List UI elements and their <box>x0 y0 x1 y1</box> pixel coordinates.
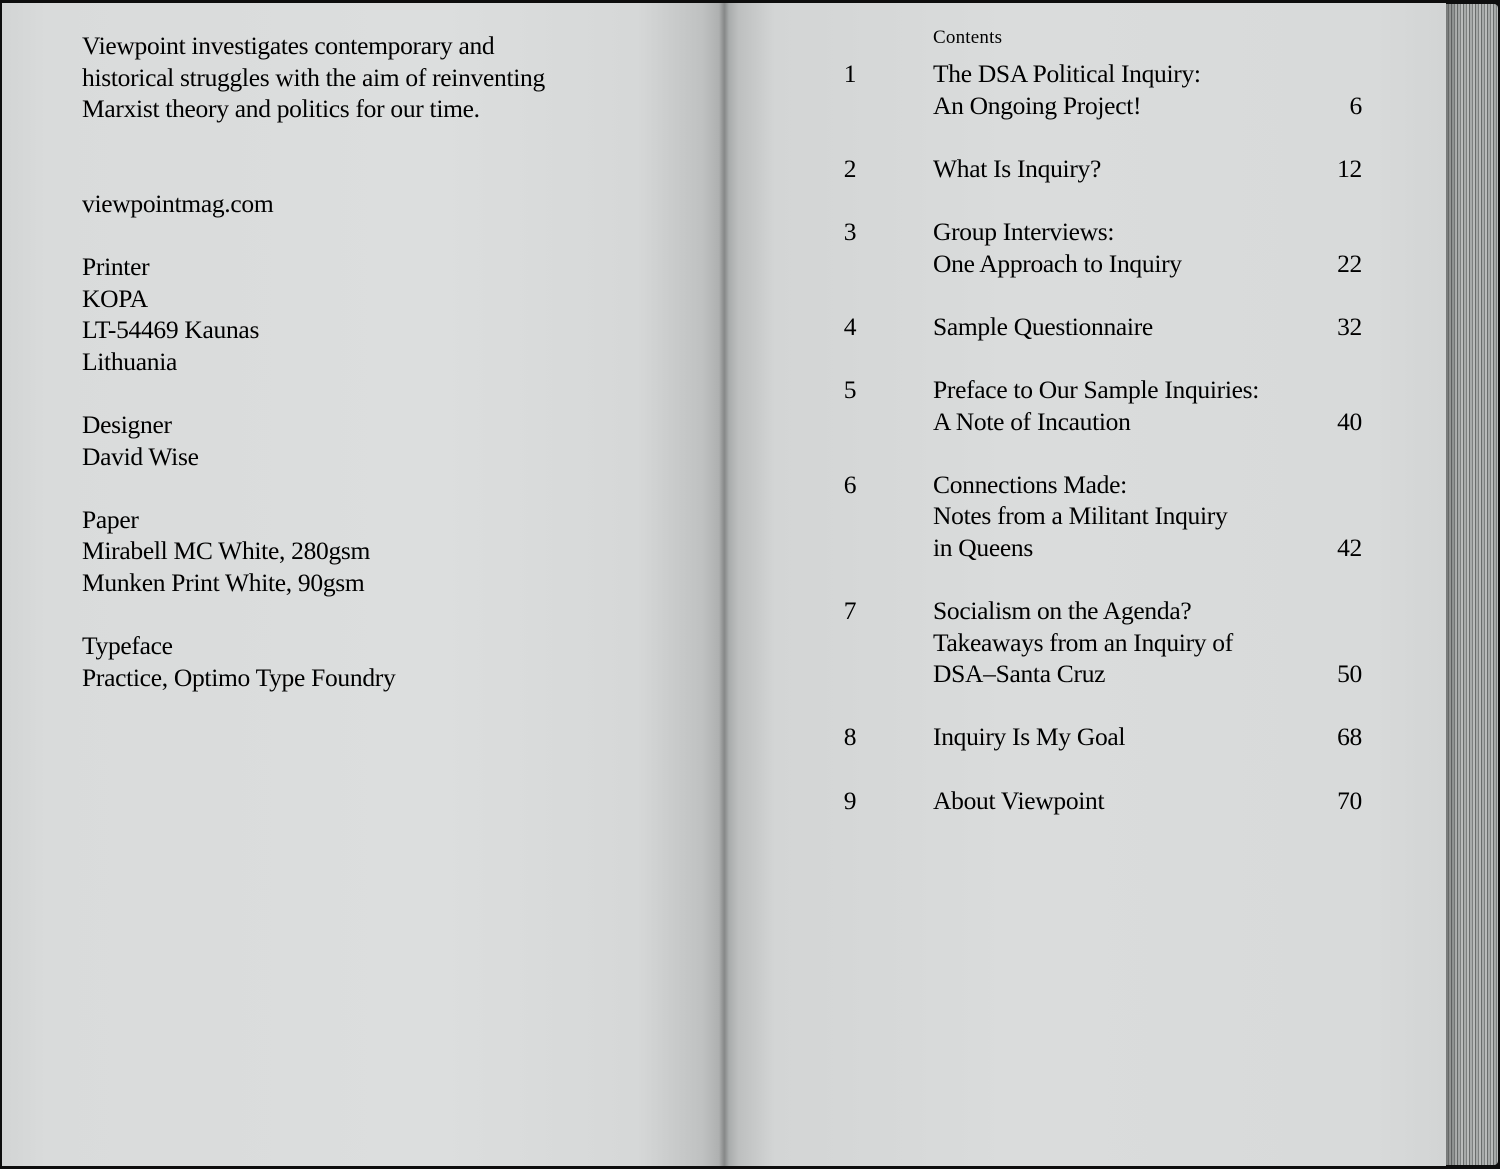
toc-title-line: About Viewpoint <box>933 785 1105 815</box>
toc-entry <box>830 785 1370 817</box>
toc-entry-title <box>933 595 1313 690</box>
toc-entry-page: 50 <box>1337 659 1362 689</box>
printer-heading: Printer <box>82 251 150 281</box>
printer-line: Lithuania <box>82 346 178 376</box>
toc-title-line: Inquiry Is My Goal <box>933 722 1126 752</box>
toc-entry-title <box>933 58 1313 121</box>
toc-entry-page: 68 <box>1337 722 1362 752</box>
toc-title-line: Notes from a Militant Inquiry <box>933 501 1228 531</box>
toc-entry-number: 2 <box>843 153 857 183</box>
toc-entry-page: 6 <box>1349 90 1362 120</box>
designer-block <box>82 409 672 472</box>
toc-entry-title <box>933 469 1313 564</box>
printer-line: LT-54469 Kaunas <box>82 315 260 345</box>
toc-list <box>830 58 1370 848</box>
paper-line: Munken Print White, 90gsm <box>82 567 365 597</box>
toc-entry-number: 6 <box>843 469 857 499</box>
contents-heading: Contents <box>933 27 1003 48</box>
colophon <box>82 30 672 725</box>
toc-title-line: An Ongoing Project! <box>933 90 1142 120</box>
toc-title-line: A Note of Incaution <box>933 406 1131 436</box>
toc-entry <box>830 153 1370 185</box>
toc-title-line: What Is Inquiry? <box>933 153 1101 183</box>
toc-entry-page: 40 <box>1337 406 1362 436</box>
toc-entry-number: 5 <box>843 374 857 404</box>
toc-title-line: Socialism on the Agenda? <box>933 596 1192 626</box>
toc-entry-page: 32 <box>1337 311 1362 341</box>
toc-entry-title <box>933 785 1313 817</box>
toc-title-line: The DSA Political Inquiry: <box>933 59 1201 88</box>
toc-entry-page: 22 <box>1337 248 1362 278</box>
typeface-line: Practice, Optimo Type Foundry <box>82 662 396 692</box>
intro-line: Marxist theory and politics for our time. <box>82 94 480 124</box>
toc-entry <box>830 374 1370 437</box>
toc-entry-number: 8 <box>843 722 857 752</box>
intro-line: historical struggles with the aim of reinventing <box>82 62 545 92</box>
toc-entry <box>830 469 1370 564</box>
designer-line: David Wise <box>82 441 199 471</box>
toc-entry <box>830 721 1370 753</box>
toc-title-line: One Approach to Inquiry <box>933 248 1182 278</box>
typeface-block <box>82 630 672 693</box>
toc-entry-title <box>933 374 1313 437</box>
paper-heading: Paper <box>82 504 139 534</box>
toc-title-line: Group Interviews: <box>933 216 1115 246</box>
toc-entry-title <box>933 311 1313 343</box>
paper-line: Mirabell MC White, 280gsm <box>82 536 371 566</box>
website-block <box>82 188 672 220</box>
toc-title-line: Sample Questionnaire <box>933 311 1153 341</box>
toc-title-line: Connections Made: <box>933 469 1127 499</box>
toc-entry <box>830 311 1370 343</box>
intro-line: Viewpoint investigates contemporary and <box>82 31 495 60</box>
designer-heading: Designer <box>82 409 172 439</box>
toc-title-line: in Queens <box>933 532 1033 562</box>
toc-entry-number: 9 <box>843 785 857 815</box>
toc-entry <box>830 595 1370 690</box>
toc-title-line: Preface to Our Sample Inquiries: <box>933 374 1260 404</box>
toc-entry-page: 12 <box>1337 153 1362 183</box>
toc-entry <box>830 216 1370 279</box>
toc-title-line: Takeaways from an Inquiry of <box>933 627 1233 657</box>
toc-entry-number: 7 <box>843 596 857 626</box>
toc-entry <box>830 58 1370 121</box>
page-edges-shadow <box>1446 4 1460 1165</box>
printer-block <box>82 251 672 377</box>
toc-entry-number: 4 <box>843 311 857 341</box>
toc-entry-number: 1 <box>843 59 857 88</box>
toc-entry-page: 42 <box>1337 532 1362 562</box>
toc-entry-title <box>933 153 1313 185</box>
printer-line: KOPA <box>82 283 148 313</box>
toc-entry-title <box>933 721 1313 753</box>
intro-paragraph <box>82 30 672 125</box>
paper-block <box>82 504 672 599</box>
book-gutter <box>719 3 729 1166</box>
website-url: viewpointmag.com <box>82 188 274 218</box>
toc-title-line: DSA–Santa Cruz <box>933 659 1106 689</box>
toc-entry-title <box>933 216 1313 279</box>
toc-entry-number: 3 <box>843 216 857 246</box>
toc-entry-page: 70 <box>1337 785 1362 815</box>
typeface-heading: Typeface <box>82 631 173 661</box>
